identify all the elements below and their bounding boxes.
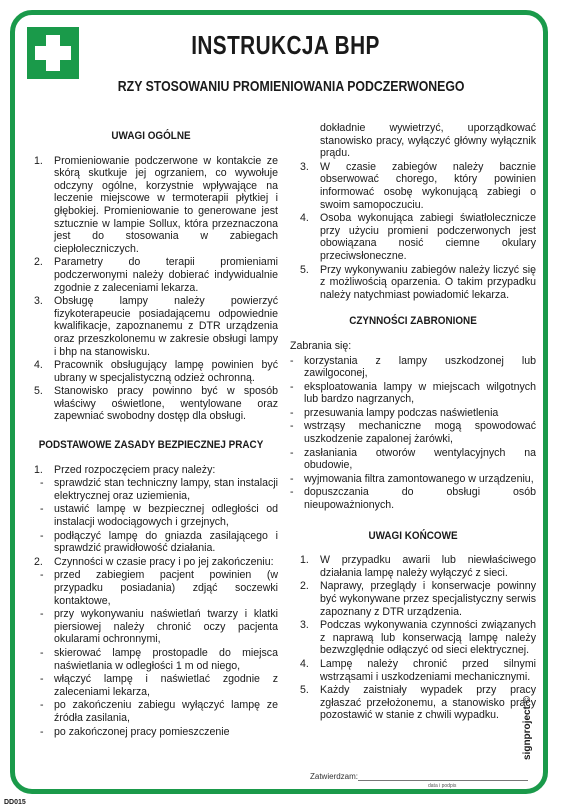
sign-subtitle: RZY STOSOWANIU PROMIENIOWANIA PODCZERWONEGO bbox=[117, 78, 465, 95]
list-item: 3. Podczas wykonywania czynności związanych z naprawą lub konserwacją lampę należy bezwzględnie odłączyć od sieci elektrycznej. bbox=[300, 619, 536, 657]
list-item: - ustawić lampę w bezpiecznej odległości od instalacji wodociągowych i grzejnych, bbox=[40, 503, 278, 529]
list-item: - po zakończonej pracy pomieszczenie bbox=[40, 725, 230, 738]
list-item: - przesuwania lampy podczas naświetlenia bbox=[290, 406, 499, 419]
forbidden-heading: CZYNNOŚCI ZABRONIONE bbox=[349, 315, 477, 328]
list-item: - przy wykonywaniu naświetlań twarzy i klatki piersiowej należy chronić oczy pacjenta okularami ochronnymi, bbox=[40, 608, 278, 646]
rules-heading: PODSTAWOWE ZASADY BEZPIECZNEJ PRACY bbox=[38, 439, 264, 452]
list-item: - wstrząsy mechaniczne mogą spowodować uszkodzenie zapalonej żarówki, bbox=[290, 420, 536, 446]
list-item: - zasłaniania otworów wentylacyjnych na obudowie, bbox=[290, 446, 536, 472]
brand-label: signproject © bbox=[522, 695, 533, 760]
list-item: - włączyć lampę i naświetlać zgodnie z zaleceniami lekarza, bbox=[40, 673, 278, 698]
approval-caption: data i podpis bbox=[428, 783, 457, 789]
signature-line bbox=[358, 780, 528, 781]
forbidden-intro: Zabrania się: bbox=[290, 339, 352, 352]
list-item: - przed zabiegiem pacjent powinien (w przypadku posiadania) zdjąć soczewki kontaktowe, bbox=[40, 569, 278, 607]
list-item: 1. Promieniowanie podczerwone w kontakcie ze skórą skutkuje jej ogrzaniem, co wywołuje odczyny ogólne, korzystnie wpływające na leczenie miejscowe w termoterapii płytkiej i głębokiej. Promieniowanie to generowane jest sztucznie w lampie Sollux, która przeznaczona jest do stosowania w zabiegach ciepłoleczniczych. bbox=[34, 154, 278, 255]
list-item-continued: dokładnie wywietrzyć, uporządkować stanowisko pracy, wyłączyć główny wyłącznik prądu. bbox=[320, 122, 536, 160]
list-item: 3. Obsługę lampy należy powierzyć fizykoterapeucie posiadającemu odpowiednie kwalifikacje, zapoznanemu z DTR urządzenia oraz przeszkolonemu w zakresie obsługi lampy i bhp na stanowisku. bbox=[34, 295, 278, 358]
list-item: - po zakończeniu zabiegu wyłączyć lampę ze źródła zasilania, bbox=[40, 699, 278, 724]
list-item: 2. Czynności w czasie pracy i po jej zakończeniu: bbox=[34, 555, 274, 568]
list-item: 4. Lampę należy chronić przed silnymi wstrząsami i uszkodzeniami mechanicznymi. bbox=[300, 657, 536, 683]
right-column bbox=[290, 122, 536, 723]
sign-title: INSTRUKCJA BHP bbox=[191, 30, 380, 60]
list-item: 4. Pracownik obsługujący lampę powinien być ubrany w specjalistyczną odzież ochronną. bbox=[34, 359, 278, 384]
list-item: - sprawdzić stan techniczny lampy, stan instalacji elektrycznej oraz uziemienia, bbox=[40, 477, 278, 502]
list-item: 2. Parametry do terapii promieniami podczerwonymi należy dobierać indywidualnie zgodnie z zaleceniami lekarza. bbox=[34, 256, 278, 294]
list-item: - wyjmowania filtra zamontowanego w urządzeniu, bbox=[290, 472, 534, 485]
list-item: 5. Stanowisko pracy powinno być w sposób właściwy oświetlone, wentylowane oraz zapewniać swobodny dostęp dla obsługi. bbox=[34, 385, 278, 423]
list-item: 3. W czasie zabiegów należy bacznie obserwować chorego, który powinien informować osobę wykonującą zabiegi o swoim samopoczuciu. bbox=[300, 160, 536, 211]
list-item: 4. Osoba wykonująca zabiegi światłolecznicze przy użyciu promieni podczerwonych jest obowiązana nosić ciemne okulary przeciwsłoneczne. bbox=[300, 212, 536, 262]
list-item: - korzystania z lampy uszkodzonej lub zawilgoconej, bbox=[290, 354, 536, 380]
list-item: - dopuszczania do obsługi osób nieupoważnionych. bbox=[290, 486, 536, 512]
general-heading: UWAGI OGÓLNE bbox=[111, 130, 191, 142]
left-column bbox=[24, 122, 278, 739]
list-item: 1. Przed rozpoczęciem pracy należy: bbox=[34, 463, 216, 476]
list-item: 1. W przypadku awarii lub niewłaściwego działania lampę należy wyłączyć z sieci. bbox=[300, 554, 536, 579]
final-heading: UWAGI KOŃCOWE bbox=[368, 529, 458, 542]
list-item: 5. Każdy zaistniały wypadek przy pracy zgłaszać przełożonemu, a stanowisko pracy pozostawić w stanie z chwili wypadku. bbox=[300, 684, 536, 722]
approval-label: Zatwierdzam: bbox=[310, 772, 359, 781]
list-item: - podłączyć lampę do gniazda zasilającego i sprawdzić prawidłowość działania. bbox=[40, 529, 278, 555]
first-aid-cross-icon bbox=[27, 27, 79, 79]
list-item: - skierować lampę prostopadle do miejsca naświetlania w odległości 1 m od niego, bbox=[40, 646, 278, 672]
list-item: - eksploatowania lampy w miejscach wilgotnych lub bardzo nagrzanych, bbox=[290, 380, 536, 406]
general-list bbox=[24, 155, 278, 423]
list-item: 5. Przy wykonywaniu zabiegów należy liczyć się z możliwością oparzenia. O takim przypadku należy natychmiast powiadomić lekarza. bbox=[300, 263, 536, 301]
sign-code: DD015 bbox=[4, 799, 26, 806]
list-item: 2. Naprawy, przeglądy i konserwacje powinny być wykonywane przez specjalistyczny serwis zapoznany z DTR urządzenia. bbox=[300, 580, 536, 618]
